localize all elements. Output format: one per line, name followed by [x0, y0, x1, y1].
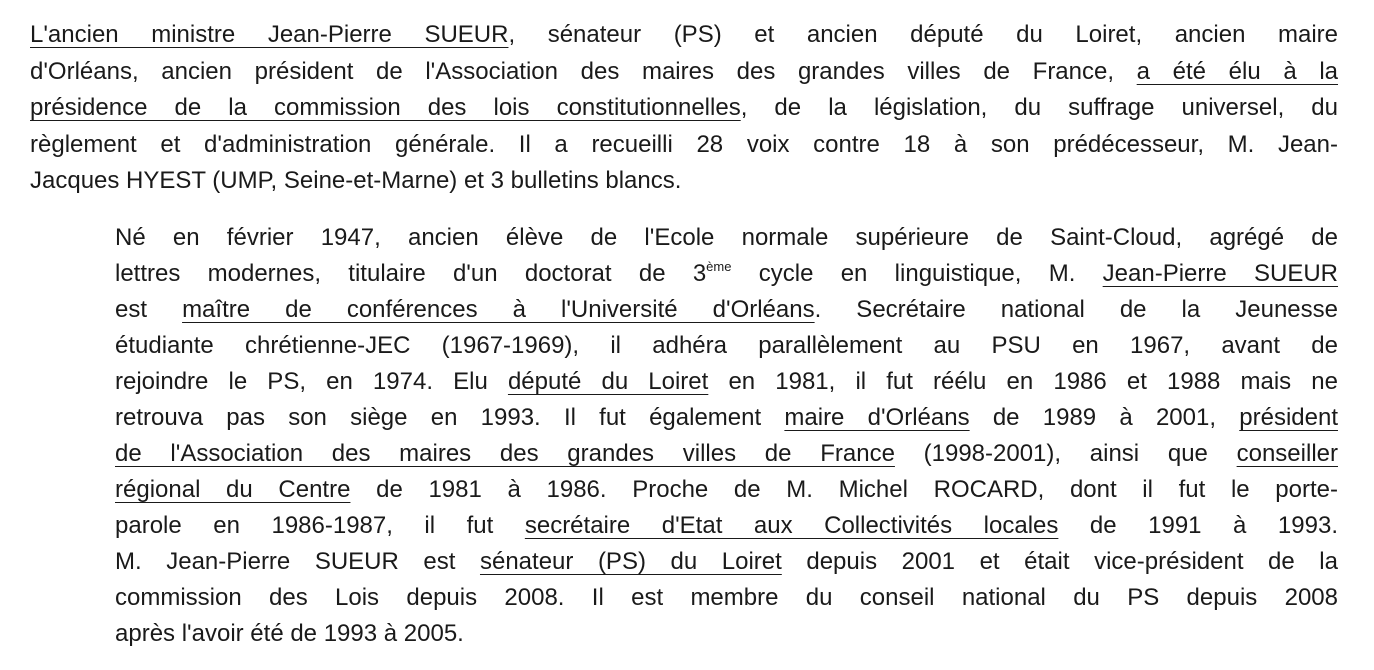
underlined-text: a été élu à la — [1136, 57, 1339, 85]
text-line — [30, 54, 1338, 91]
text-segment: cycle en linguistique, M. — [731, 260, 1103, 287]
intro-paragraph — [30, 17, 1338, 200]
text-segment: parole en 1986-1987, il fut — [115, 512, 525, 539]
text-line — [115, 220, 1338, 256]
text-line — [115, 616, 1338, 652]
text-line — [115, 436, 1338, 472]
underlined-text: L'ancien ministre Jean-Pierre SUEUR — [30, 21, 509, 48]
underlined-text: secrétaire d'Etat aux Collectivités locales — [524, 512, 1059, 539]
text-line — [115, 508, 1338, 544]
text-segment: M. Jean-Pierre SUEUR est — [115, 548, 480, 575]
text-segment: règlement et d'administration générale. Il a recueilli 28 voix contre 18 à son prédécesseur, M. Jean- — [30, 130, 1338, 158]
text-line — [30, 163, 1338, 200]
superscript-text: ème — [706, 259, 732, 274]
text-line — [115, 472, 1338, 508]
text-segment: . Secrétaire national de la Jeunesse — [814, 296, 1339, 323]
biography-paragraph — [115, 220, 1338, 652]
text-segment: de 1991 à 1993. — [1058, 512, 1338, 539]
text-segment: est — [115, 296, 183, 323]
text-segment: lettres modernes, titulaire d'un doctorat de 3 — [115, 260, 707, 287]
text-line — [115, 580, 1338, 616]
text-segment: Né en février 1947, ancien élève de l'Ecole normale supérieure de Saint-Cloud, agrégé de — [115, 224, 1338, 251]
text-line — [115, 292, 1338, 328]
underlined-text: maire d'Orléans — [784, 404, 970, 431]
underlined-text: président — [1239, 404, 1338, 431]
text-segment: Jacques HYEST (UMP, Seine-et-Marne) et 3 bulletins blancs. — [30, 167, 682, 194]
underlined-text: présidence de la commission des lois constitutionnelles — [30, 94, 741, 121]
text-segment: étudiante chrétienne-JEC (1967-1969), il adhéra parallèlement au PSU en 1967, avant de — [115, 332, 1338, 359]
text-line — [115, 400, 1338, 436]
text-segment: d'Orléans, ancien président de l'Association des maires des grandes villes de France, — [30, 57, 1137, 85]
underlined-text: député du Loiret — [507, 368, 709, 395]
text-line — [30, 127, 1338, 164]
text-segment: , de la législation, du suffrage universel, du — [740, 94, 1338, 121]
text-segment: depuis 2001 et était vice-président de la — [781, 548, 1338, 575]
text-segment: en 1981, il fut réélu en 1986 et 1988 mais ne — [708, 368, 1338, 395]
text-line — [115, 256, 1338, 292]
text-line — [30, 17, 1338, 54]
text-segment: de 1981 à 1986. Proche de M. Michel ROCARD, dont il fut le porte- — [350, 476, 1339, 503]
text-segment: retrouva pas son siège en 1993. Il fut également — [115, 404, 785, 431]
underlined-text: régional du Centre — [115, 476, 351, 503]
text-segment: , sénateur (PS) et ancien député du Loiret, ancien maire — [508, 21, 1339, 48]
text-segment: rejoindre le PS, en 1974. Elu — [115, 368, 508, 395]
text-segment: (1998-2001), ainsi que — [894, 440, 1237, 467]
underlined-text: maître de conférences à l'Université d'Orléans — [182, 296, 815, 323]
text-segment: de 1989 à 2001, — [969, 404, 1240, 431]
text-segment: commission des Lois depuis 2008. Il est membre du conseil national du PS depuis 2008 — [115, 584, 1338, 611]
underlined-text: sénateur (PS) du Loiret — [479, 548, 782, 575]
text-segment: après l'avoir été de 1993 à 2005. — [115, 620, 464, 647]
text-line — [115, 364, 1338, 400]
underlined-text: conseiller — [1236, 440, 1338, 467]
text-line — [30, 90, 1338, 127]
text-line — [115, 328, 1338, 364]
text-line — [115, 544, 1338, 580]
underlined-text: Jean-Pierre SUEUR — [1102, 260, 1339, 287]
underlined-text: de l'Association des maires des grandes villes de France — [115, 440, 895, 467]
